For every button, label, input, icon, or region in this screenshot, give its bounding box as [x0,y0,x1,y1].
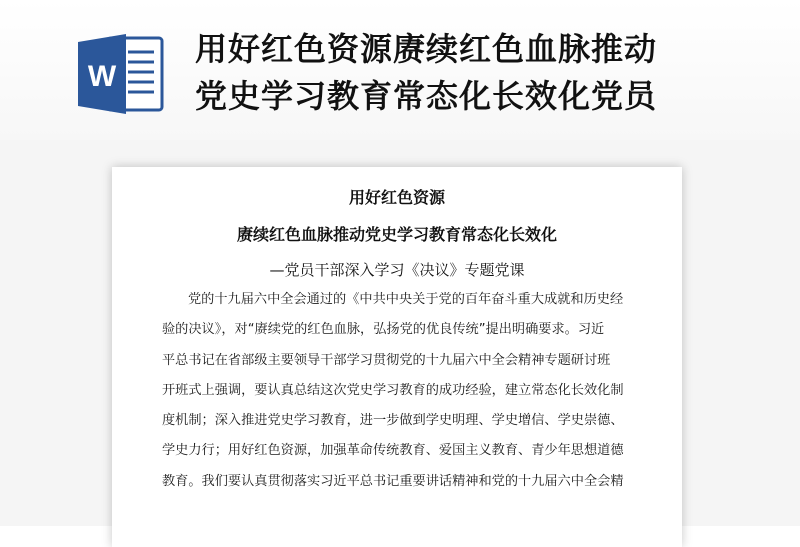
banner-title-line-1: 用好红色资源赓续红色血脉推动 [195,30,658,68]
document-title: 用好红色资源 [348,188,445,207]
body-line: 党的十九届六中全会通过的《中共中央关于党的百年奋斗重大成就和历史经 [188,292,624,307]
document-page [112,167,682,547]
body-line: 度机制；深入推进党史学习教育，进一步做到学史明理、学史增信、学史崇德、 [162,413,624,429]
banner-title-line-2: 党史学习教育常态化长效化党员 [195,77,658,115]
document-subtitle: 赓续红色血脉推动党史学习教育常态化长效化 [236,225,557,244]
body-line: 学史力行；用好红色资源，加强革命传统教育、爱国主义教育、青少年思想道德 [162,443,624,459]
document-body [162,285,648,497]
word-document-icon [78,32,164,116]
body-line: 平总书记在省部级主要领导干部学习贯彻党的十九届六中全会精神专题研讨班 [162,352,611,368]
banner-title [195,26,755,120]
word-icon-letter: W [87,60,117,93]
body-line: 验的决议》，对“赓续党的红色血脉，弘扬党的优良传统”提出明确要求。习近 [162,322,605,338]
body-line: 开班式上强调，要认真总结这次党史学习教育的成功经验，建立常态化长效化制 [162,382,624,398]
preview-banner [0,0,800,140]
body-line: 教育。我们要认真贯彻落实习近平总书记重要讲话精神和党的十九届六中全会精 [162,473,624,489]
document-tagline: —党员干部深入学习《决议》专题党课 [269,261,525,279]
